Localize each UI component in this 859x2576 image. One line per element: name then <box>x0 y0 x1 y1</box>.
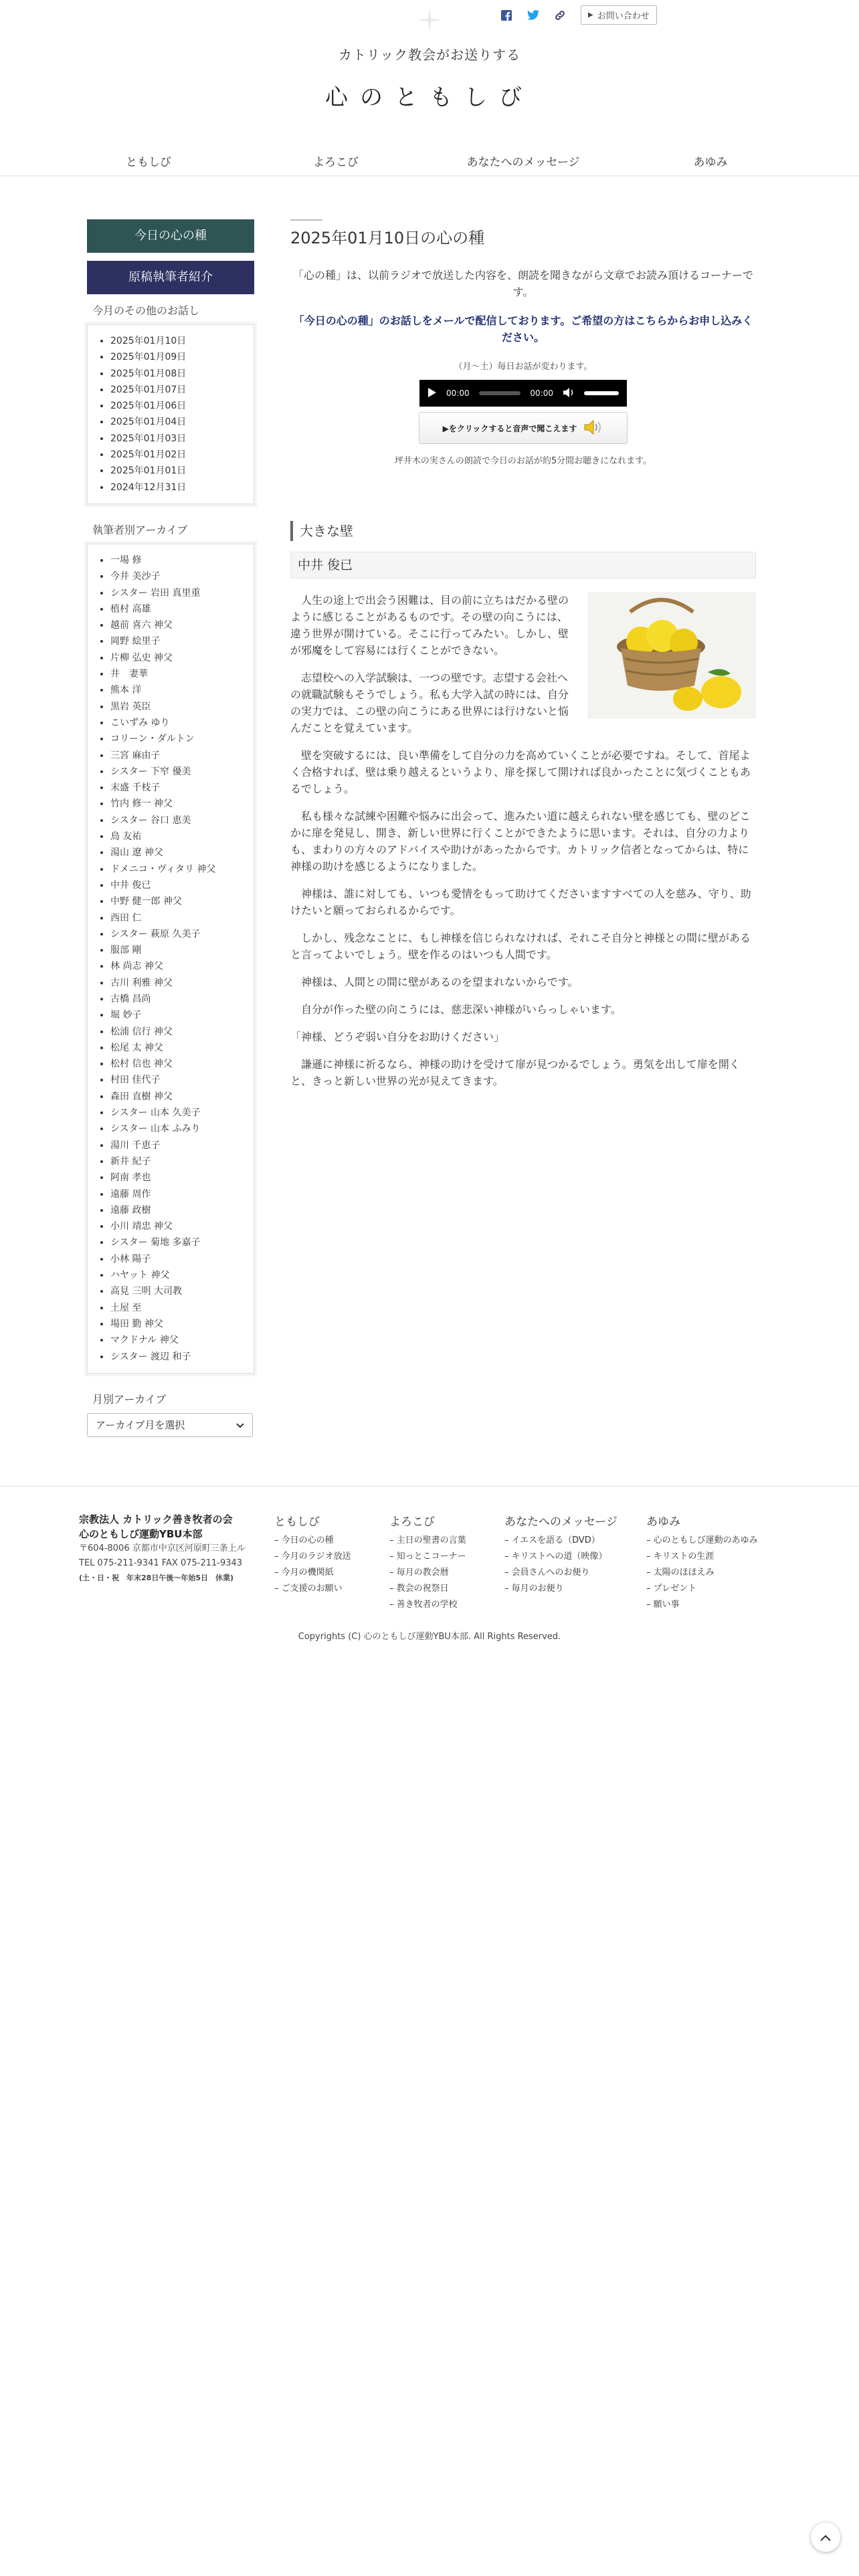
twitter-icon[interactable] <box>527 9 539 21</box>
writer-list-item[interactable]: • 中野 健一郎 神父 <box>110 893 254 909</box>
writer-list-item[interactable]: • 森田 直樹 神父 <box>110 1089 254 1105</box>
paragraph: 壁を突破するには、良い準備をして自分の力を高めていくことが必要ですね。そして、首尾よく合格すれば、壁は乗り越えるというより、扉を探して開ければ良かったことに気づくこともあるでしょう。 <box>290 749 751 795</box>
footer-link-label: 善き牧者の学校 <box>396 1600 458 1610</box>
footer-link-label: 今月のラジオ放送 <box>281 1551 351 1562</box>
footer-col-heading[interactable]: ともしび <box>274 1515 320 1529</box>
writer-list-item[interactable]: • 松浦 信行 神父 <box>110 1024 254 1040</box>
writer-list-item[interactable]: • 高見 三明 大司教 <box>110 1283 254 1299</box>
article-body <box>290 592 756 1089</box>
writer-list-item[interactable]: • 松村 信也 神父 <box>110 1056 254 1072</box>
org-hours: (土・日・祝 年末28日午後〜年始5日 休業) <box>79 1574 234 1582</box>
section-title: 大きな壁 <box>290 521 756 541</box>
footer-org-info <box>79 1512 246 1586</box>
footer-link[interactable] <box>274 1549 351 1565</box>
footer-link[interactable] <box>389 1581 466 1597</box>
writer-list-item[interactable]: • 今井 美沙子 <box>110 568 254 584</box>
date-list <box>88 333 254 496</box>
link-icon[interactable] <box>554 9 566 21</box>
lemon-basket-image <box>587 592 756 719</box>
footer-link[interactable] <box>504 1533 617 1549</box>
paragraph: 人生の途上で出会う困難は、目の前に立ちはだかる壁のように感じることがあるものです。その壁の向こうには、違う世界が開けている。そこに行ってみたい。しかし、壁が邪魔をして容易には行くことができない。 <box>290 594 569 657</box>
org-phone: TEL 075-211-9341 FAX 075-211-9343 <box>79 1558 243 1568</box>
volume-slider[interactable] <box>584 391 619 395</box>
footer-link[interactable] <box>504 1581 617 1597</box>
writers-intro-button[interactable]: 原稿執筆者紹介 <box>87 261 254 294</box>
writer-list-item[interactable]: • 湯川 千恵子 <box>110 1138 254 1154</box>
footer-link-label: 主日の聖書の言葉 <box>396 1535 466 1545</box>
footer-col-yorokobi <box>389 1512 466 1613</box>
writer-list-item[interactable]: • シスター 下窄 優美 <box>110 764 254 780</box>
date-list-item[interactable]: • 2025年01月02日 <box>110 447 254 463</box>
paragraph: 自分が作った壁の向こうには、慈悲深い神様がいらっしゃいます。 <box>301 1003 622 1016</box>
date-list-box <box>87 324 254 504</box>
writer-list-item[interactable]: • シスター 菊地 多嘉子 <box>110 1235 254 1251</box>
dash-icon: – <box>274 1535 282 1545</box>
nav-item-message[interactable]: あなたへのメッセージ <box>466 156 580 169</box>
paragraph: 神様は、誰に対しても、いつも愛情をもって助けてくださいますすべての人を慈み、守り、助けたいと願っておられるからです。 <box>290 887 751 917</box>
footer-link[interactable] <box>389 1565 466 1581</box>
writer-list-item[interactable]: • 遠藤 政樹 <box>110 1202 254 1218</box>
mail-signup-link[interactable]: 「今日の心の種」のお話しをメールで配信しております。ご希望の方はこちらからお申し込みください。 <box>293 314 753 344</box>
footer-link-label: キリストへの道（映像） <box>511 1551 607 1562</box>
footer-link-label: キリストの生涯 <box>653 1551 714 1562</box>
writer-list-item[interactable]: • 古橋 昌尚 <box>110 991 254 1007</box>
chevron-down-icon <box>236 1419 244 1431</box>
footer-link[interactable] <box>389 1597 466 1613</box>
reader-note: 坪井木の実さんの朗読で今日のお話が約5分間お聴きになれます。 <box>394 456 652 466</box>
paragraph: 謙遜に神様に祈るなら、神様の助けを受けて扉が見つかるでしょう。勇気を出して扉を開くと、きっと新しい世界の光が見えてきます。 <box>290 1058 740 1087</box>
writer-list-item[interactable]: • 末盛 千枝子 <box>110 780 254 796</box>
archive-select-value: アーカイブ月を選択 <box>96 1419 185 1432</box>
volume-icon[interactable] <box>563 387 575 400</box>
writer-list-item[interactable]: • 堀 妙子 <box>110 1007 254 1023</box>
footer-link-label: 会員さんへのお便り <box>511 1568 590 1578</box>
footer-link[interactable] <box>646 1597 758 1613</box>
speaker-icon <box>583 419 603 437</box>
writer-list-item[interactable]: • ハヤット 神父 <box>110 1267 254 1283</box>
footer-col-message <box>504 1512 617 1597</box>
nav-item-ayumi[interactable]: あゆみ <box>693 156 728 169</box>
schedule-note: （月〜土）毎日お話が変わります。 <box>454 362 593 372</box>
writer-list-item[interactable]: • シスター 山本 久美子 <box>110 1105 254 1121</box>
footer-col-tomoshibi <box>274 1512 351 1597</box>
footer-link-label: イエスを語る（DVD） <box>511 1535 600 1545</box>
facebook-icon[interactable] <box>500 9 512 21</box>
dash-icon: – <box>389 1568 397 1578</box>
copyright: Copyrights (C) 心のともしび運動YBU本部. All Rights Reserved. <box>298 1632 561 1642</box>
writer-list-item[interactable]: • 小林 陽子 <box>110 1251 254 1267</box>
writer-list-item[interactable]: • 熊本 洋 <box>110 682 254 698</box>
title-accent <box>290 219 322 221</box>
footer-link[interactable] <box>504 1549 617 1565</box>
dash-icon: – <box>274 1551 282 1562</box>
footer-col-heading[interactable]: あなたへのメッセージ <box>504 1515 617 1529</box>
writer-list-item[interactable]: • 古川 利雅 神父 <box>110 975 254 991</box>
footer-col-heading[interactable]: よろこび <box>389 1515 435 1529</box>
writer-list-item[interactable]: • 越前 喜六 神父 <box>110 617 254 633</box>
paragraph: 私も様々な試練や困難や悩みに出会って、進みたい道に越えられない壁を感じても、壁のどこかに扉を発見し、開き、新しい世界に行くことができたように思います。それは、自分の力よりも、まわりの方々のアドバイスや助けがあったからです。カトリック信者となってからは、特に神様の助けを感じるようになりました。 <box>290 810 751 873</box>
date-list-item[interactable]: • 2025年01月03日 <box>110 431 254 447</box>
paragraph: 志望校への入学試験は、一つの壁です。志望する会社への就職試験もそうでしょう。私も大学入試の時には、自分の実力では、この壁の向こうにある世界には行けないと悩んだことを覚えています。 <box>290 671 569 734</box>
dash-icon: – <box>389 1584 397 1594</box>
paragraph: 「神様、どうぞ弱い自分をお助けください」 <box>290 1031 505 1043</box>
writer-list-item[interactable]: • 土屋 至 <box>110 1300 254 1316</box>
footer-link[interactable] <box>389 1549 466 1565</box>
writer-list-item[interactable]: • 一場 修 <box>110 552 254 568</box>
writer-list-item[interactable]: • 村田 佳代子 <box>110 1072 254 1088</box>
writers-list <box>88 552 254 1365</box>
writer-list-item[interactable]: • シスター 萩原 久美子 <box>110 926 254 942</box>
date-list-item[interactable]: • 2025年01月09日 <box>110 349 254 365</box>
writer-list-item[interactable]: • シスター 谷口 恵美 <box>110 813 254 829</box>
footer-link[interactable] <box>504 1565 617 1581</box>
writer-list-item[interactable]: • 竹内 修一 神父 <box>110 796 254 812</box>
footer-link[interactable] <box>646 1565 758 1581</box>
audio-total-time: 00:00 <box>530 389 553 398</box>
main-nav <box>0 147 859 174</box>
monthly-archive-heading: 月別アーカイブ <box>92 1392 167 1406</box>
footer-link-label: 知っとこコーナー <box>396 1551 466 1562</box>
writer-list-item[interactable]: • 場田 勤 神父 <box>110 1316 254 1332</box>
main-content <box>290 219 756 1100</box>
nav-item-tomoshibi[interactable]: ともしび <box>126 156 171 169</box>
writer-list-item[interactable]: • 新井 紀子 <box>110 1154 254 1170</box>
writer-list-item[interactable]: • 阿南 孝也 <box>110 1170 254 1186</box>
dash-icon: – <box>504 1584 512 1594</box>
org-division: 心のともしび運動YBU本部 <box>79 1528 203 1540</box>
writer-list-item[interactable]: • コリーン・ダルトン <box>110 731 254 747</box>
writer-list-item[interactable]: • シスター 岩田 真里重 <box>110 585 254 601</box>
dash-icon: – <box>504 1568 512 1578</box>
dash-icon: – <box>646 1584 654 1594</box>
footer-link-label: 今月の機関紙 <box>281 1568 334 1578</box>
footer-link-label: 心のともしび運動のあゆみ <box>653 1535 758 1545</box>
writer-list-item[interactable]: • 中井 俊已 <box>110 877 254 893</box>
footer-link-label: 毎月の教会暦 <box>396 1568 449 1578</box>
writer-list-item[interactable]: • 片柳 弘史 神父 <box>110 650 254 666</box>
writer-list-item[interactable]: • 西田 仁 <box>110 910 254 926</box>
writer-list-item[interactable]: • ドメニコ・ヴィタリ 神父 <box>110 861 254 877</box>
other-stories-heading: 今月のその他のお話し <box>92 304 200 317</box>
dash-icon: – <box>646 1568 654 1578</box>
footer-link-label: プレゼント <box>653 1584 697 1594</box>
writer-list-item[interactable]: • 林 尚志 神父 <box>110 958 254 974</box>
date-list-item[interactable]: • 2025年01月07日 <box>110 382 254 398</box>
listen-audio-button[interactable] <box>419 412 628 444</box>
contact-label: お問い合わせ <box>597 11 650 21</box>
dash-icon: – <box>274 1584 282 1594</box>
contact-button[interactable] <box>581 5 657 25</box>
footer-link[interactable] <box>274 1565 351 1581</box>
writer-list-item[interactable]: • 鳥 友祐 <box>110 829 254 845</box>
site-subtitle: カトリック教会がお送りする <box>338 47 521 63</box>
dash-icon: – <box>389 1535 397 1545</box>
writer-list-item[interactable]: • 岡野 絵里子 <box>110 633 254 649</box>
star-logo-icon <box>416 7 443 33</box>
date-list-item[interactable]: • 2025年01月01日 <box>110 463 254 479</box>
writer-list-item[interactable]: • マクドナル 神父 <box>110 1332 254 1348</box>
date-list-item[interactable]: • 2025年01月04日 <box>110 414 254 430</box>
writer-list-item[interactable]: • 黒岩 英臣 <box>110 699 254 715</box>
audio-current-time: 00:00 <box>446 389 470 398</box>
writer-list-item[interactable]: • 小川 靖忠 神父 <box>110 1218 254 1235</box>
date-list-item[interactable]: • 2025年01月08日 <box>110 366 254 382</box>
audio-player <box>419 380 627 407</box>
writer-list-item[interactable]: • シスター 渡辺 和子 <box>110 1349 254 1365</box>
dash-icon: – <box>274 1568 282 1578</box>
writer-list-item[interactable]: • 服部 剛 <box>110 942 254 958</box>
footer-link[interactable] <box>646 1581 758 1597</box>
dash-icon: – <box>389 1551 397 1562</box>
footer-col-ayumi <box>646 1512 758 1613</box>
sidebar <box>87 219 254 1437</box>
footer-link[interactable] <box>274 1533 351 1549</box>
dash-icon: – <box>389 1600 397 1610</box>
writer-list-item[interactable]: • こいずみ ゆり <box>110 715 254 731</box>
audio-progress-bar[interactable] <box>479 391 521 395</box>
page-title: 2025年01月10日の心の種 <box>290 229 485 247</box>
footer-link-label: 太陽のほほえみ <box>653 1568 714 1578</box>
writer-list-item[interactable]: • 三宮 麻由子 <box>110 748 254 764</box>
nav-divider <box>0 175 859 177</box>
site-title[interactable]: 心のともしび <box>325 84 534 111</box>
writer-list-item[interactable]: • シスター 山本 ふみり <box>110 1121 254 1137</box>
footer-link[interactable] <box>274 1581 351 1597</box>
writer-list-item[interactable]: • 湯山 遼 神父 <box>110 845 254 861</box>
footer-link-label: 願い事 <box>653 1600 680 1610</box>
writer-list-item[interactable]: • 井 妻華 <box>110 666 254 682</box>
archive-month-select[interactable] <box>87 1413 253 1437</box>
intro-text: 「心の種」は、以前ラジオで放送した内容を、朗読を聞きながら文章でお読み頂けるコーナーです。 <box>292 269 753 298</box>
back-to-top-button[interactable] <box>811 2523 840 2552</box>
date-list-item[interactable]: • 2025年01月06日 <box>110 398 254 414</box>
chevron-right-icon: ▶ <box>588 11 593 19</box>
paragraph: しかし、残念なことに、もし神様を信じられなければ、それこそ自分と神様との間に壁があると言ってよいでしょう。壁を作るのはいつも人間です。 <box>290 932 751 961</box>
footer-link-label: 毎月のお便り <box>511 1584 564 1594</box>
paragraph: 神様は、人間との間に壁があるのを望まれないからです。 <box>301 976 579 988</box>
dash-icon: – <box>504 1551 512 1562</box>
date-list-item[interactable]: • 2025年01月10日 <box>110 333 254 349</box>
writer-list-item[interactable]: • 植村 高雄 <box>110 601 254 617</box>
dash-icon: – <box>504 1535 512 1545</box>
today-seed-button[interactable]: 今日の心の種 <box>87 219 254 253</box>
footer-link-label: 今日の心の種 <box>281 1535 334 1545</box>
dash-icon: – <box>646 1551 654 1562</box>
footer-col-heading[interactable]: あゆみ <box>646 1515 680 1529</box>
site-header <box>0 0 859 181</box>
author-name: 中井 俊已 <box>290 552 756 578</box>
nav-item-yorokobi[interactable]: よろこび <box>313 156 359 169</box>
date-list-item[interactable]: • 2024年12月31日 <box>110 479 254 496</box>
listen-label: ▶をクリックすると音声で聞こえます <box>442 423 577 433</box>
writers-archive-heading: 執筆者別アーカイブ <box>92 523 188 536</box>
footer-link-label: 教会の祝祭日 <box>396 1584 449 1594</box>
dash-icon: – <box>646 1600 654 1610</box>
social-bar <box>500 5 657 25</box>
chevron-up-icon <box>820 2531 831 2544</box>
dash-icon: – <box>646 1535 654 1545</box>
org-name: 宗教法人 カトリック善き牧者の会 <box>79 1513 233 1525</box>
footer-link[interactable] <box>646 1533 758 1549</box>
footer-link[interactable] <box>646 1549 758 1565</box>
play-icon[interactable] <box>427 387 437 400</box>
footer-link-label: ご支援のお願い <box>281 1584 343 1594</box>
writer-list-item[interactable]: • 遠藤 周作 <box>110 1186 254 1202</box>
footer-link[interactable] <box>389 1533 466 1549</box>
org-address: 〒604-8006 京都市中京区河原町三条上ル <box>79 1543 246 1553</box>
writers-list-box <box>87 544 254 1374</box>
writer-list-item[interactable]: • 松尾 太 神父 <box>110 1040 254 1056</box>
